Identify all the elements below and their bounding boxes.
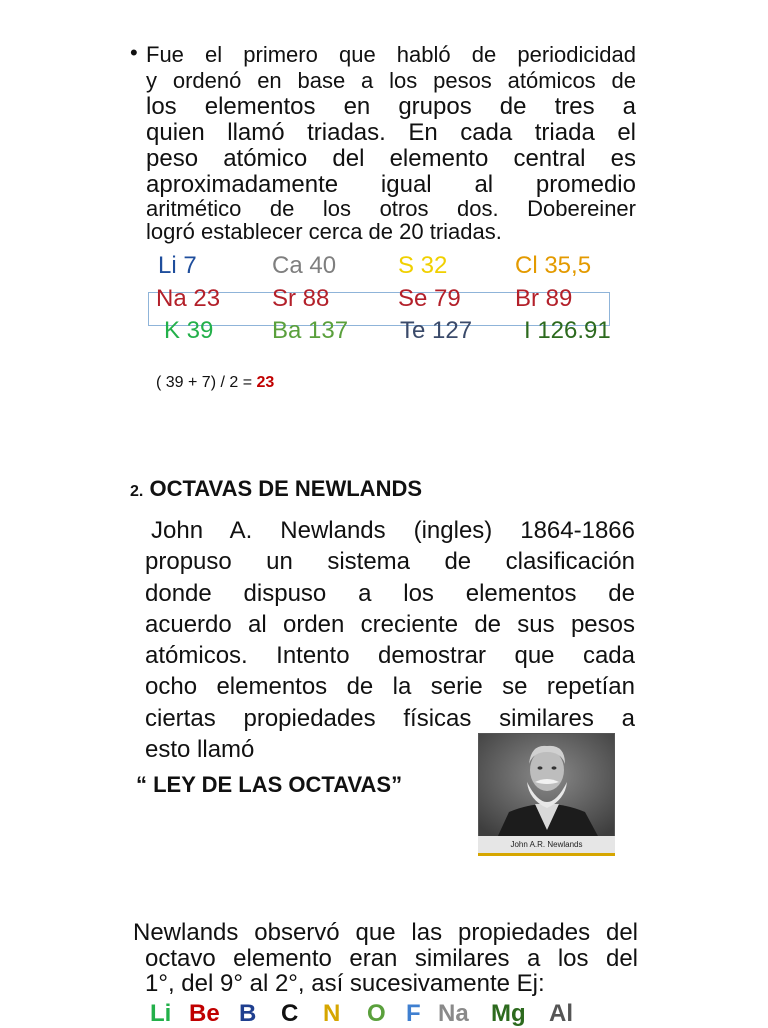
element-al: Al xyxy=(549,1000,573,1027)
element-n: N xyxy=(323,1000,341,1027)
paragraph-line: propuso un sistema de clasificación xyxy=(145,548,635,576)
paragraph-line: 1°, del 9° al 2°, así sucesivamente Ej: xyxy=(145,970,545,997)
ley-octavas-label: “ LEY DE LAS OCTAVAS” xyxy=(136,772,403,797)
paragraph-line: donde dispuso a los elementos de xyxy=(145,579,635,607)
paragraph-line: ocho elementos de la serie se repetían xyxy=(145,673,635,701)
paragraph-line: octavo elemento eran similares a los del xyxy=(145,944,638,972)
element-c: C xyxy=(281,1000,299,1027)
element-b: B xyxy=(239,1000,257,1027)
newlands-paragraph xyxy=(145,515,635,765)
observation-paragraph xyxy=(133,920,638,997)
element-li: Li xyxy=(150,1000,172,1027)
triad-formula xyxy=(156,374,274,392)
triad-li: Li 7 xyxy=(158,252,197,279)
triad-i: I 126.91 xyxy=(524,317,611,344)
element-na: Na xyxy=(438,1000,469,1027)
paragraph-line: aritmético de los otros dos. Dobereiner xyxy=(146,196,636,221)
paragraph-line: acuerdo al orden creciente de sus pesos xyxy=(145,610,635,638)
bullet-dot: • xyxy=(130,40,138,65)
paragraph-line: y ordenó en base a los pesos atómicos de xyxy=(146,68,636,93)
paragraph-line: peso atómico del elemento central es xyxy=(146,145,636,172)
formula-result: 23 xyxy=(256,374,275,391)
triad-k: K 39 xyxy=(164,317,214,344)
section-heading xyxy=(130,476,422,502)
newlands-portrait xyxy=(478,733,615,853)
element-f: F xyxy=(406,1000,421,1027)
paragraph-line: logró establecer cerca de 20 triadas. xyxy=(146,219,502,244)
paragraph-line: atómicos. Intento demostrar que cada xyxy=(145,642,635,670)
triad-ba: Ba 137 xyxy=(272,317,349,344)
paragraph-line: los elementos en grupos de tres a xyxy=(146,93,636,120)
portrait-caption: John A.R. Newlands xyxy=(478,836,615,854)
paragraph-line: John A. Newlands (ingles) 1864-1866 xyxy=(151,517,635,544)
triad-cl: Cl 35,5 xyxy=(515,252,592,279)
triad-na: Na 23 xyxy=(156,285,221,312)
portrait-illustration xyxy=(479,734,615,838)
formula-expression: ( 39 + 7) / 2 = xyxy=(156,374,257,391)
section-title: OCTAVAS DE NEWLANDS xyxy=(149,476,423,501)
triad-se: Se 79 xyxy=(398,285,461,312)
element-be: Be xyxy=(189,1000,220,1027)
paragraph-line: Newlands observó que las propiedades del xyxy=(133,919,638,946)
triads-intro-paragraph xyxy=(146,42,636,244)
portrait-underline xyxy=(478,853,615,856)
triad-sr: Sr 88 xyxy=(272,285,330,312)
triad-te: Te 127 xyxy=(400,317,473,344)
triad-ca: Ca 40 xyxy=(272,252,337,279)
paragraph-line: Fue el primero que habló de periodicidad xyxy=(146,42,636,67)
paragraph-line: ciertas propiedades físicas similares a xyxy=(145,704,635,732)
triad-s: S 32 xyxy=(398,252,448,279)
paragraph-line: quien llamó triadas. En cada triada el xyxy=(146,119,636,146)
element-mg: Mg xyxy=(491,1000,526,1027)
triad-br: Br 89 xyxy=(515,285,573,312)
paragraph-line: aproximadamente igual al promedio xyxy=(146,171,636,198)
section-number: 2. xyxy=(130,483,144,500)
paragraph-line: esto llamó xyxy=(145,736,255,764)
element-o: O xyxy=(367,1000,386,1027)
